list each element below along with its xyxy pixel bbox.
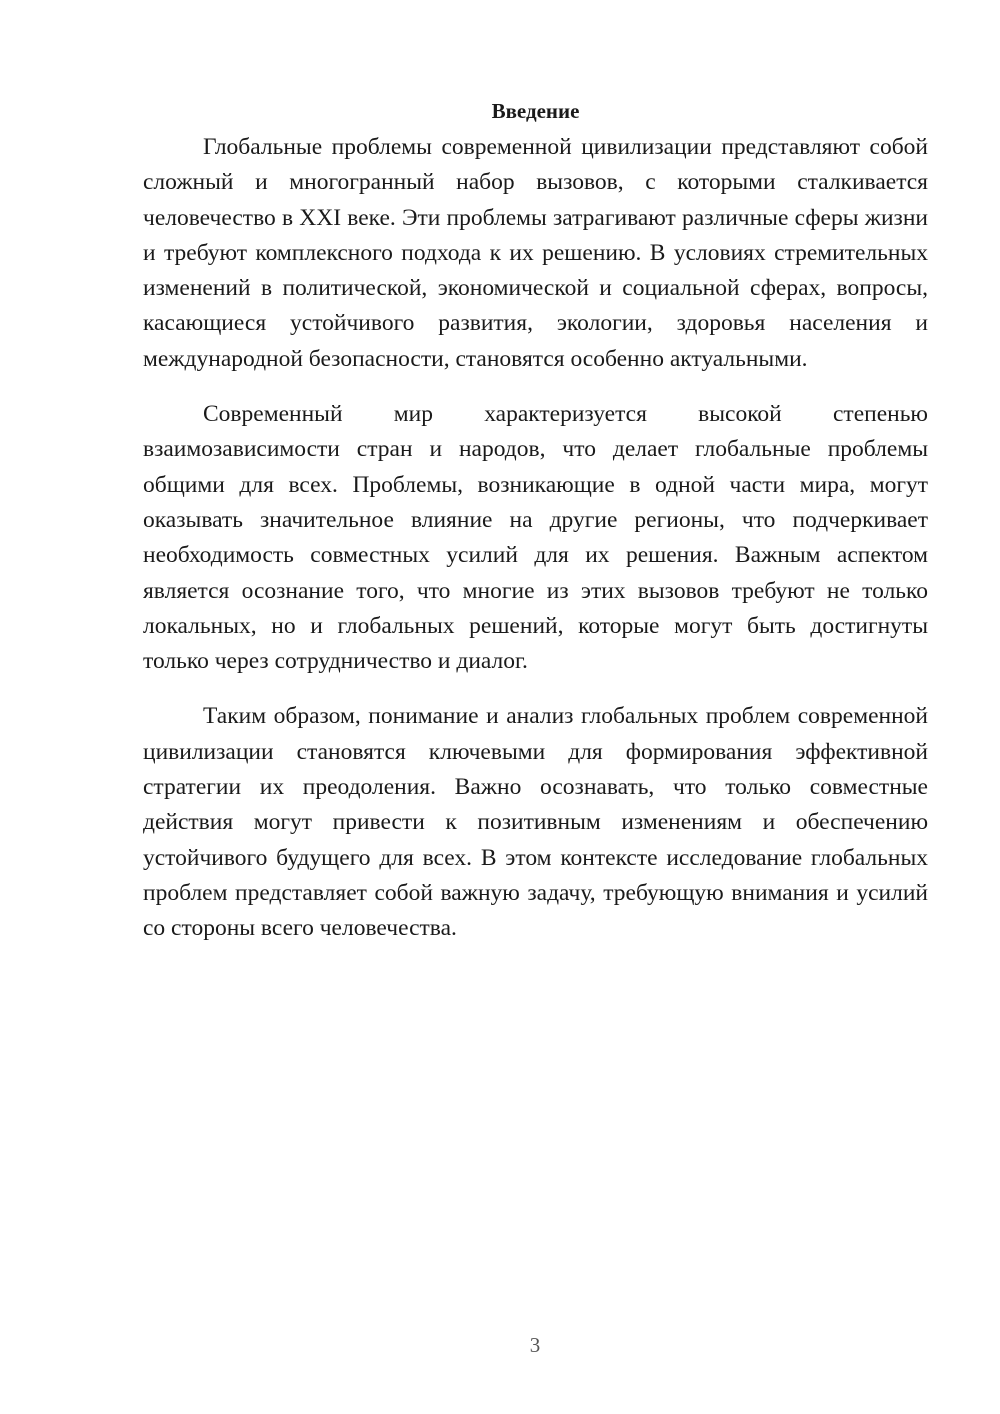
page-content (143, 96, 928, 967)
paragraph-1: Глобальные проблемы современной цивилизации представляют собой сложный и многогранный набор вызовов, с которыми сталкивается человечество в XXI веке. Эти проблемы затрагивают различные сферы жизни и требуют комплексного подхода к их решению. В условиях стремительных изменений в политической, экономической и социальной сферах, вопросы, касающиеся устойчивого развития, экологии, здоровья населения и международной безопасности, становятся особенно актуальными. (143, 134, 928, 372)
paragraph-2: Современный мир характеризуется высокой степенью взаимозависимости стран и народов, что делает глобальные проблемы общими для всех. Проблемы, возникающие в одной части мира, могут оказывать значительное влияние на другие регионы, что подчеркивает необходимость совместных усилий для их решения. Важным аспектом является осознание того, что многие из этих вызовов требуют не только локальных, но и глобальных решений, которые могут быть достигнуты только через сотрудничество и диалог. (143, 401, 928, 675)
paragraph-3: Таким образом, понимание и анализ глобальных проблем современной цивилизации становятся ключевыми для формирования эффективной стратегии их преодоления. Важно осознавать, что только совместные действия могут привести к позитивным изменениям и обеспечению устойчивого будущего для всех. В этом контексте исследование глобальных проблем представляет собой важную задачу, требующую внимания и усилий со стороны всего человечества. (143, 703, 928, 942)
page-number: 3 (529, 1333, 541, 1357)
section-heading: Введение (491, 99, 580, 123)
